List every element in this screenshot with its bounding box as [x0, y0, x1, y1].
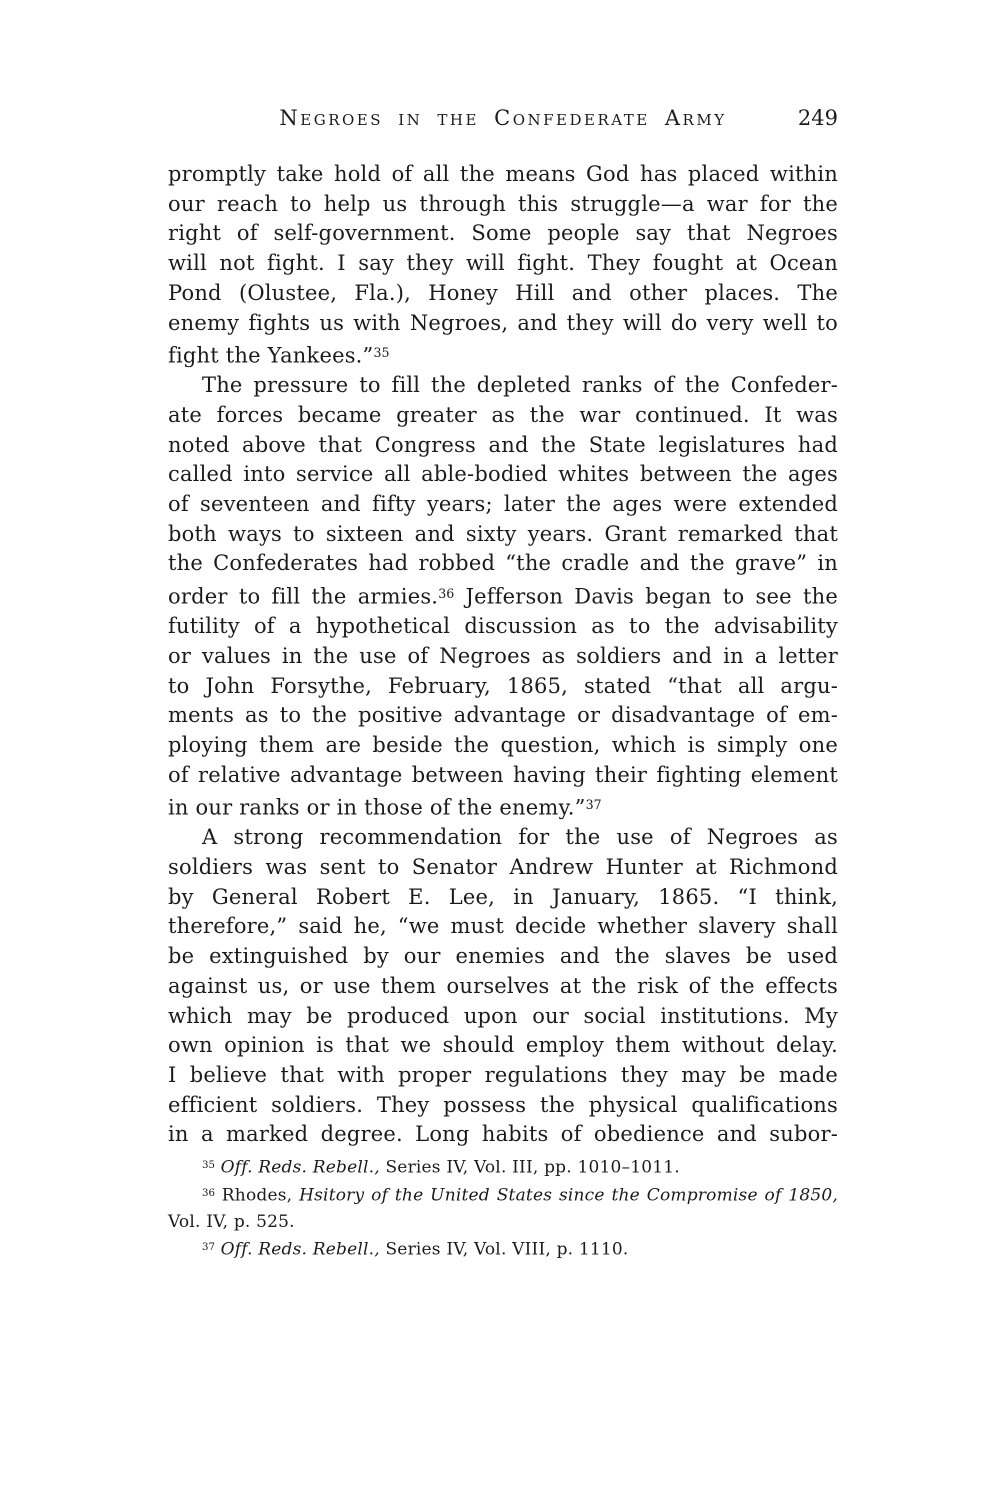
text-segment: promptly take hold of all the means God has placed within — [168, 162, 838, 186]
body-line — [168, 249, 838, 279]
text-segment: futility of a hypothetical discussion as to the advisability — [168, 614, 838, 639]
text-segment: noted above that Congress and the State legislatures had — [168, 432, 838, 457]
text-segment: both ways to sixteen and sixty years. Grant remarked that — [168, 521, 838, 546]
body-line — [168, 790, 838, 823]
body-line — [168, 972, 838, 1002]
footnote-line — [168, 1209, 838, 1236]
footnote-reference: 36 — [202, 1187, 215, 1199]
text-segment: right of self-government. Some people say that Negroes — [168, 221, 838, 246]
body-line — [168, 612, 838, 642]
body-line — [168, 490, 838, 520]
body-line — [168, 1091, 838, 1121]
body-line — [168, 279, 838, 309]
body-line — [168, 1120, 838, 1150]
text-segment: Jefferson Davis began to see the — [454, 584, 838, 609]
body-line — [168, 761, 838, 791]
footnote-reference: 35 — [373, 345, 390, 361]
body-line — [168, 1061, 838, 1091]
text-segment: Hsitory of the United States since the Compromise of 1850, — [299, 1185, 838, 1206]
body-line — [168, 309, 838, 339]
body-line — [168, 401, 838, 431]
text-segment: against us, or use them ourselves at the risk of the effects — [168, 973, 838, 998]
text-segment: of relative advantage between having their fighting element — [168, 762, 838, 787]
text-segment: own opinion is that we should employ them without delay. — [168, 1033, 838, 1058]
body-line — [168, 642, 838, 672]
body-line — [168, 672, 838, 702]
text-segment: ate forces became greater as the war continued. It was — [168, 402, 838, 427]
body-line — [168, 160, 838, 190]
page-number: 249 — [797, 106, 838, 130]
text-segment: I believe that with proper regulations they may be made — [168, 1062, 838, 1087]
body-text — [168, 160, 838, 1150]
text-segment: order to fill the armies. — [168, 584, 439, 609]
footnote-line — [168, 1235, 838, 1263]
text-segment: enemy fights us with Negroes, and they will do very well to — [168, 310, 838, 335]
body-line — [168, 883, 838, 913]
text-segment: Pond (Olustee, Fla.), Honey Hill and other places. The — [168, 280, 838, 305]
text-segment: ploying them are beside the question, which is simply one — [168, 732, 838, 757]
text-segment: or values in the use of Negroes as soldiers and in a letter — [168, 643, 838, 668]
text-segment: our reach to help us through this struggle—a war for the — [168, 191, 838, 216]
text-segment: which may be produced upon our social institutions. My — [168, 1003, 838, 1028]
footnotes — [168, 1153, 838, 1263]
body-line — [168, 731, 838, 761]
text-segment: the Confederates had robbed “the cradle and the grave” in — [168, 551, 838, 576]
footnote-reference: 36 — [438, 586, 455, 602]
text-segment: will not fight. I say they will fight. They fought at Ocean — [168, 251, 838, 276]
text-segment: Series IV, Vol. VIII, p. 1110. — [379, 1239, 629, 1260]
body-line — [168, 1002, 838, 1032]
text-segment: A strong recommendation for the use of Negroes as — [202, 825, 838, 850]
text-segment: Off. Reds. Rebell., — [214, 1239, 380, 1260]
text-segment: efficient soldiers. They possess the physical qualifications — [168, 1092, 838, 1117]
body-line — [168, 431, 838, 461]
body-line — [168, 823, 838, 853]
body-line — [168, 371, 838, 401]
running-title: Negroes in the Confederate Army — [279, 106, 727, 130]
text-segment: The pressure to fill the depleted ranks of the Confeder- — [202, 373, 838, 398]
text-segment: of seventeen and fifty years; later the ages were extended — [168, 492, 838, 517]
text-segment: Vol. IV, p. 525. — [168, 1211, 295, 1232]
text-segment: fight the Yankees.” — [168, 343, 374, 368]
text-segment: called into service all able-bodied whites between the ages — [168, 462, 838, 487]
text-segment: ments as to the positive advantage or disadvantage of em- — [168, 703, 838, 728]
body-line — [168, 460, 838, 490]
body-line — [168, 853, 838, 883]
page-header — [168, 106, 838, 140]
body-line — [168, 1031, 838, 1061]
text-segment: Rhodes, — [214, 1185, 300, 1206]
body-line — [168, 520, 838, 550]
body-line — [168, 579, 838, 612]
text-segment: be extinguished by our enemies and the slaves be used — [168, 944, 838, 969]
body-line — [168, 701, 838, 731]
text-segment: Series IV, Vol. III, pp. 1010–1011. — [379, 1157, 680, 1178]
text-segment: in our ranks or in those of the enemy.” — [168, 795, 586, 820]
text-segment: by General Robert E. Lee, in January, 1865. “I think, — [168, 884, 838, 909]
body-line — [168, 549, 838, 579]
body-line — [168, 338, 838, 371]
text-segment: Off. Reds. Rebell., — [214, 1157, 380, 1178]
body-line — [168, 912, 838, 942]
footnote-reference: 35 — [202, 1160, 215, 1171]
footnote-line — [168, 1153, 838, 1181]
text-segment: soldiers was sent to Senator Andrew Hunter at Richmond — [168, 855, 838, 880]
footnote-reference: 37 — [585, 797, 602, 813]
body-line — [168, 190, 838, 220]
text-segment: to John Forsythe, February, 1865, stated “that all argu- — [168, 673, 838, 698]
footnote-reference: 37 — [202, 1242, 215, 1254]
body-line — [168, 942, 838, 972]
footnote-line — [168, 1181, 838, 1209]
body-line — [168, 219, 838, 249]
text-segment: therefore,” said he, “we must decide whether slavery shall — [168, 914, 838, 939]
text-segment: in a marked degree. Long habits of obedience and subor- — [168, 1122, 838, 1147]
